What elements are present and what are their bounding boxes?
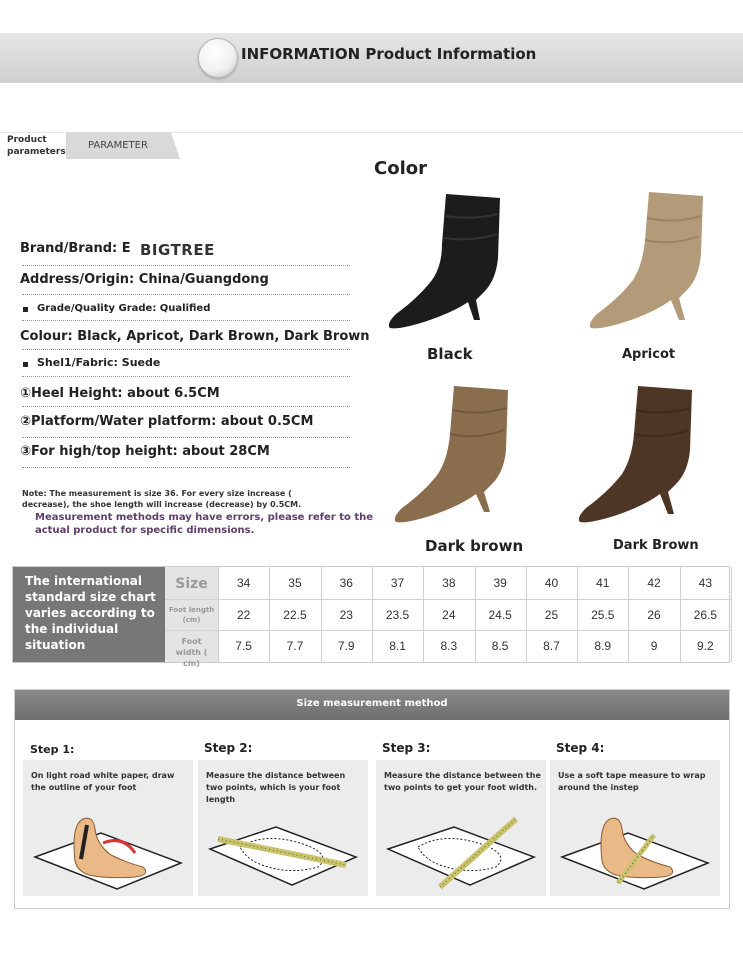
method-note: Measurement methods may have errors, please refer to the actual product for specific dimensions.: [35, 512, 374, 536]
spec-colour: Colour: Black, Apricot, Dark Brown, Dark Brown: [20, 329, 370, 344]
row-label-foot-length: Foot length (cm): [168, 606, 215, 624]
size-cell-length: 25.5: [591, 607, 615, 622]
step-2-panel: [198, 760, 368, 896]
grid-line: [731, 567, 732, 662]
step-1-foot-outline-icon: [31, 805, 187, 891]
color-label-dark-brown-2: Dark Brown: [613, 538, 699, 553]
size-cell-length: 22: [236, 607, 251, 622]
size-cell-length: 25: [544, 607, 559, 622]
dotted-divider: [22, 406, 350, 407]
spec-heel: ①Heel Height: about 6.5CM: [20, 386, 220, 401]
measurement-header: [15, 690, 729, 720]
black-boot-image: [384, 188, 504, 336]
params-label: Product parameters: [7, 135, 66, 157]
bullet-icon: [23, 362, 28, 367]
size-cell-width: 7.9: [337, 639, 355, 653]
size-cell-size: 42: [647, 576, 661, 590]
measurement-method: [14, 689, 730, 909]
color-title: Color: [374, 158, 427, 179]
step-3-label: Step 3:: [382, 741, 431, 755]
step-3-text: Measure the distance between the two points to get your foot width.: [384, 771, 541, 792]
step-4-tape-measure-icon: [558, 805, 714, 891]
size-cell-size: 40: [544, 576, 559, 590]
dotted-divider: [22, 265, 350, 266]
size-cell-width: 9.2: [696, 639, 714, 653]
step-3-panel: [376, 760, 546, 896]
size-cell-width: 7.5: [235, 639, 252, 653]
row-label-foot-width: Foot width ( cm): [175, 637, 208, 668]
step-1-panel: [23, 760, 193, 896]
size-cell-width: 9: [650, 639, 658, 653]
spec-brand: Brand/Brand: E: [20, 241, 131, 256]
size-cell-width: 8.5: [491, 639, 509, 653]
step-4-panel: [550, 760, 720, 896]
size-cell-size: 36: [339, 576, 353, 590]
step-4-label: Step 4:: [556, 741, 605, 755]
size-chart: [12, 566, 730, 668]
size-cell-width: 8.3: [440, 639, 458, 653]
size-cell-width: 7.7: [286, 639, 304, 653]
step-2-text: Measure the distance between two points, which is your foot length: [206, 771, 346, 804]
measurement-title: Size measurement method: [296, 698, 448, 709]
size-cell-length: 24: [442, 607, 456, 622]
banner-circle-icon: [198, 38, 238, 78]
size-cell-size: 41: [596, 576, 610, 590]
size-cell-width: 8.9: [594, 639, 612, 653]
size-cell-length: 23: [339, 607, 353, 622]
size-cell-size: 35: [288, 576, 302, 590]
bullet-icon: [23, 307, 28, 312]
dotted-divider: [22, 294, 350, 295]
parameter-tab-label: PARAMETER: [88, 140, 148, 151]
size-cell-length: 26: [647, 607, 661, 622]
step-1-text: On light road white paper, draw the outline of your foot: [31, 771, 175, 792]
size-cell-length: 24.5: [488, 607, 512, 622]
spec-grade: Grade/Quality Grade: Qualified: [37, 303, 211, 314]
size-cell-width: 8.1: [389, 639, 406, 653]
step-2-ruler-icon: [206, 805, 362, 891]
size-cell-size: 43: [698, 576, 713, 590]
size-note: Note: The measurement is size 36. For every size increase ( decrease), the shoe length will increase (decrease) by 0.5CM.: [22, 489, 302, 509]
grid-line: [165, 599, 731, 600]
size-cell-size: 34: [236, 576, 251, 590]
color-label-dark-brown: Dark brown: [425, 537, 524, 555]
banner-title: INFORMATION Product Information: [241, 45, 537, 63]
color-label-apricot: Apricot: [622, 347, 676, 362]
spec-fabric: Shel1/Fabric: Suede: [37, 356, 161, 369]
size-cell-length: 23.5: [385, 607, 410, 622]
size-chart-row-headers: [165, 567, 218, 668]
spec-top-height: ③For high/top height: about 28CM: [20, 444, 270, 459]
step-2-label: Step 2:: [204, 741, 253, 755]
dark-brown-2-boot-image: [578, 382, 698, 530]
spec-platform: ②Platform/Water platform: about 0.5CM: [20, 414, 314, 429]
dotted-divider: [22, 349, 350, 350]
size-cell-length: 26.5: [693, 607, 718, 622]
row-label-size: Size: [175, 576, 208, 592]
step-1-label: Step 1:: [30, 743, 75, 756]
step-4-text: Use a soft tape measure to wrap around the instep: [558, 771, 706, 792]
dotted-divider: [22, 320, 350, 321]
spec-origin: Address/Origin: China/Guangdong: [20, 272, 269, 287]
dotted-divider: [22, 437, 350, 438]
size-cell-size: 39: [493, 576, 507, 590]
size-cell-length: 22.5: [283, 607, 307, 622]
size-cell-size: 38: [442, 576, 456, 590]
dark-brown-boot-image: [394, 382, 514, 528]
color-label-black: Black: [427, 345, 473, 363]
brand-name: BIGTREE: [140, 241, 215, 259]
dotted-divider: [22, 376, 350, 377]
grid-line: [165, 630, 731, 631]
size-cell-width: 8.7: [543, 639, 560, 653]
step-3-ruler-icon: [384, 805, 540, 891]
apricot-boot-image: [587, 188, 707, 336]
size-chart-caption: The international standard size chart varies according to the individual situation: [13, 567, 165, 662]
dotted-divider: [22, 467, 350, 468]
size-cell-size: 37: [390, 576, 405, 590]
